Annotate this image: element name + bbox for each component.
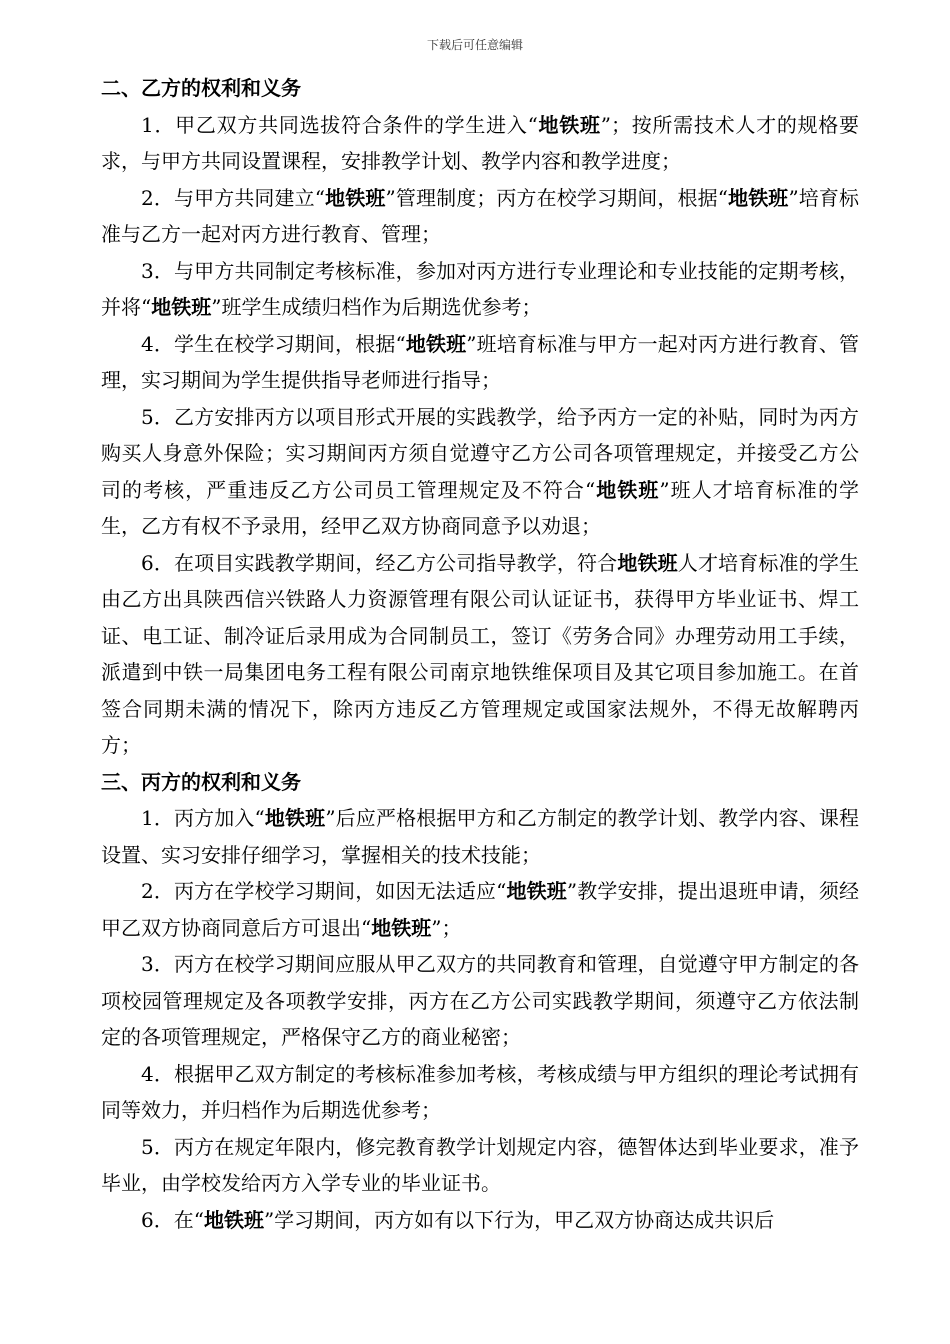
clause-paragraph <box>101 545 859 764</box>
bold-term: 地铁班 <box>537 112 601 137</box>
clause-paragraph <box>101 180 859 253</box>
clause-paragraph <box>101 107 859 180</box>
text-run: 6．在项目实践教学期间，经乙方公司指导教学，符合 <box>141 550 618 575</box>
text-run: 4．学生在校学习期间，根据“ <box>141 331 406 356</box>
text-run: 1．甲乙双方共同选拔符合条件的学生进入“ <box>141 112 538 137</box>
text-run: ”学习期间，丙方如有以下行为，甲乙双方协商达成共识后 <box>263 1207 775 1232</box>
bold-term: 地铁班 <box>371 915 432 940</box>
text-run: 1．丙方加入“ <box>141 806 265 830</box>
text-run: ”后应严格根据甲方和乙方制定的教学计划、教学内容、课程设置、实习安排仔细学习，掌握相关的技术技能； <box>101 806 860 867</box>
text-run: 2．与甲方共同建立“ <box>141 185 326 210</box>
clause-paragraph <box>101 946 859 1056</box>
text-run: ”教学安排，提出退班申请，须经甲乙双方协商同意后方可退出“ <box>101 879 860 940</box>
document-body <box>101 70 859 1238</box>
clause-paragraph <box>101 800 859 873</box>
text-run: ”班培育标准与甲方一起对丙方进行教育、管理，实习期间为学生提供指导老师进行指导； <box>101 331 859 392</box>
text-run: 2．丙方在学校学习期间，如因无法适应“ <box>141 879 507 903</box>
clause-paragraph <box>101 1202 859 1239</box>
text-run: ”； <box>431 915 462 940</box>
text-run: 5．丙方在规定年限内，修完教育教学计划规定内容，德智体达到毕业要求，准予毕业，由学校发给丙方入学专业的毕业证书。 <box>101 1134 859 1195</box>
text-run: 4．根据甲乙双方制定的考核标准参加考核，考核成绩与甲方组织的理论考试拥有同等效力，并归档作为后期选优参考； <box>101 1061 859 1122</box>
text-run: ”；按所需技术人才的规格要求，与甲方共同设置课程，安排教学计划、教学内容和教学进度； <box>101 112 860 173</box>
bold-term: 地铁班 <box>617 550 678 575</box>
page-header: 下载后可任意编辑 <box>426 38 523 52</box>
section-heading: 二、乙方的权利和义务 <box>101 76 301 100</box>
text-run: 5．乙方安排丙方以项目形式开展的实践教学，给予丙方一定的补贴，同时为丙方购买人身意外保险；实习期间丙方须自觉遵守乙方公司各项管理规定，并接受乙方公司的考核，严重违反乙方公司员工管理规定及不符合“ <box>101 404 859 502</box>
text-run: 3．与甲方共同制定考核标准，参加对丙方进行专业理论和专业技能的定期考核，并将“ <box>101 258 859 319</box>
bold-term: 地铁班 <box>325 185 386 210</box>
section-heading: 三、丙方的权利和义务 <box>101 769 301 794</box>
bold-term: 地铁班 <box>151 295 212 319</box>
text-run: ”班学生成绩归档作为后期选优参考； <box>211 295 542 319</box>
text-run: ”班人才培育标准的学生，乙方有权不予录用，经甲乙双方协商同意予以劝退； <box>101 477 859 538</box>
clause-paragraph <box>101 326 859 399</box>
clause-paragraph <box>101 399 859 545</box>
bold-term: 地铁班 <box>264 806 326 830</box>
bold-term: 地铁班 <box>203 1207 264 1232</box>
text-run: 3．丙方在校学习期间应服从甲乙双方的共同教育和管理，自觉遵守甲方制定的各项校园管理规定及各项教学安排，丙方在乙方公司实践教学期间，须遵守乙方依法制定的各项管理规定，严格保守乙方的商业秘密； <box>101 952 859 1049</box>
bold-term: 地铁班 <box>595 477 660 502</box>
bold-term: 地铁班 <box>506 879 567 903</box>
clause-paragraph <box>101 1056 859 1129</box>
clause-paragraph <box>101 253 859 326</box>
bold-term: 地铁班 <box>405 331 467 356</box>
text-run: ”培育标准与乙方一起对丙方进行教育、管理； <box>101 185 860 246</box>
text-run: ”管理制度；丙方在校学习期间，根据“ <box>385 185 728 210</box>
text-run: 6．在“ <box>141 1207 204 1232</box>
text-run: 人才培育标准的学生由乙方出具陕西信兴铁路人力资源管理有限公司认证证书，获得甲方毕业证书、焊工证、电工证、制冷证后录用成为合同制员工，签订《劳务合同》办理劳动用工手续，派遣到中铁一局集团电务工程有限公司南京地铁维保项目及其它项目参加施工。在首签合同期未满的情况下，除丙方违反乙方管理规定或国家法规外，不得无故解聘丙方； <box>101 550 860 757</box>
clause-paragraph <box>101 873 859 946</box>
bold-term: 地铁班 <box>727 185 789 210</box>
clause-paragraph <box>101 1129 859 1202</box>
